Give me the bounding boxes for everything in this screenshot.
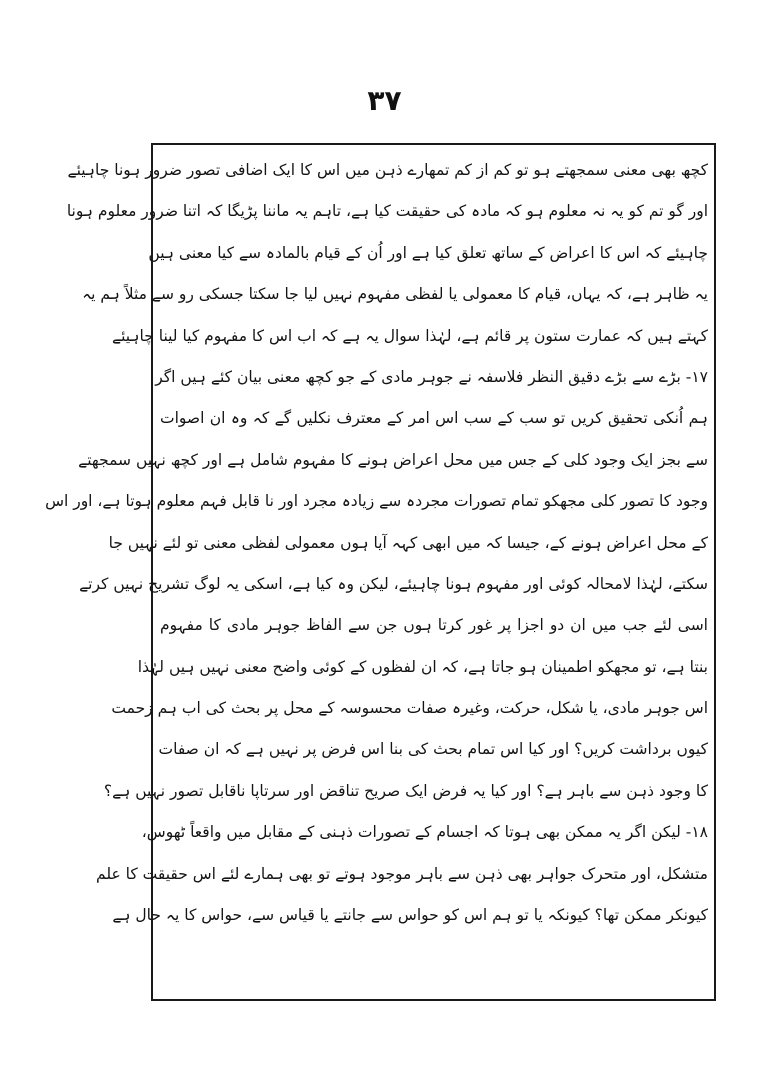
- page-body: [45, 150, 708, 936]
- text-line: متشکل، اور متحرک جواہر بھی ذہن سے باہر موجود ہوتے تو بھی ہمارے لئے اس حقیقت کا علم: [96, 864, 708, 883]
- text-line: وجود کا تصور کلی مجھکو تمام تصورات مجردہ سے زیادہ مجرد اور نا قابل فہم معلوم ہوتا ہے، اور اس: [45, 492, 708, 511]
- text-line: چاہیئے کہ اس کا اعراض کے ساتھ تعلق کیا ہے اور اُن کے قیام بالمادہ سے کیا معنی ہیں: [148, 243, 708, 262]
- text-line: کا وجود ذہن سے باہر ہے؟ اور کیا یہ فرض ایک صریح تناقض اور سرتاپا ناقابل تصور نہیں ہے؟: [103, 781, 708, 800]
- text-line: یہ ظاہر ہے، کہ یہاں، قیام کا معمولی یا لفظی مفہوم نہیں لیا جا سکتا جسکی رو سے مثلاً ہم یہ: [82, 285, 708, 304]
- text-line: ۱۷- بڑے سے بڑے دقیق النظر فلاسفہ نے جوہر مادی کے جو کچھ معنی بیان کئے ہیں اگر: [155, 367, 708, 386]
- page-number: ۳۷: [367, 84, 402, 117]
- text-line: کہتے ہیں کہ عمارت ستون پر قائم ہے، لہٰذا سوال یہ ہے کہ اب اس کا مفہوم کیا لینا چاہیئے: [111, 326, 708, 345]
- text-line: کچھ بھی معنی سمجھتے ہو تو کم از کم تمھارے ذہن میں اس کا ایک اضافی تصور ضرور ہونا چاہیئے: [67, 161, 708, 179]
- text-line: کیوں برداشت کریں؟ اور کیا اس تمام بحث کی بنا اس فرض پر نہیں ہے کہ ان صفات: [158, 740, 708, 759]
- text-line: ۱۸- لیکن اگر یہ ممکن بھی ہوتا کہ اجسام کے تصورات ذہنی کے مقابل میں واقعاً ٹھوس،: [141, 823, 708, 842]
- text-line: کے محل اعراض ہونے کے، جیسا کہ میں ابھی کہہ آیا ہوں معمولی لفظی معنی تو لئے نہیں جا: [108, 533, 708, 552]
- text-line: بنتا ہے، تو مجھکو اطمینان ہو جاتا ہے، کہ ان لفظوں کے کوئی واضح معنی نہیں ہیں لہٰذا: [137, 657, 708, 676]
- text-line: کیونکر ممکن تھا؟ کیونکہ یا تو ہم اس کو حواس سے جانتے یا قیاس سے، حواس کا یہ حال ہے: [112, 906, 708, 925]
- text-line: اور گو تم کو یہ نہ معلوم ہو کہ مادہ کی حقیقت کیا ہے، تاہم یہ ماننا پڑیگا کہ اتنا ضرور معلوم ہونا: [66, 202, 708, 221]
- text-line: اسی لئے جب میں ان دو اجزا پر غور کرتا ہوں جن سے الفاظ جوہر مادی کا مفہوم: [160, 616, 708, 635]
- text-line: سکتے، لہٰذا لامحالہ کوئی اور مفہوم ہونا چاہیئے، لیکن وہ کیا ہے، اسکی یہ لوگ تشریح نہیں کرتے: [79, 574, 708, 593]
- text-line: اس جوہر مادی، یا شکل، حرکت، وغیرہ صفات محسوسہ کے محل پر بحث کی اب ہم زحمت: [111, 699, 708, 718]
- text-line: سے بجز ایک وجود کلی کے جس میں محل اعراض ہونے کا مفہوم شامل ہے اور کچھ نہیں سمجھتے: [78, 450, 708, 469]
- text-line: ہم اُنکی تحقیق کریں تو سب کے سب اس امر کے معترف نکلیں گے کہ وہ ان اصوات: [160, 409, 708, 428]
